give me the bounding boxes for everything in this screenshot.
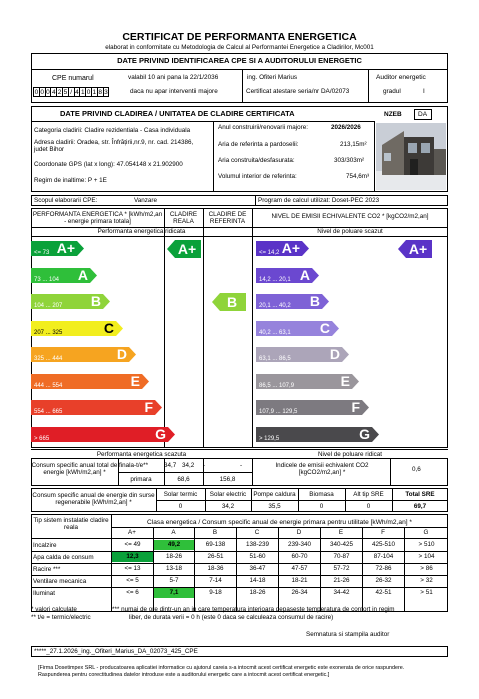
inst-cell: > 86 [420,565,433,572]
cpe-number-label: CPE numarul [52,75,94,82]
class-range: <= 73 [34,250,50,256]
class-range: 104 ... 207 [34,303,63,309]
marker-letter: A+ [177,241,197,257]
cpe-number-digits [33,87,108,97]
inst-cell: 26-51 [207,553,224,560]
inst-class-header: B [212,529,218,536]
grade-value: I [423,88,425,95]
low-pollution-label: Nivel de poluare scazut [317,228,383,235]
class-range: 63,1 ... 86,5 [259,356,291,362]
energy-class-G [31,427,176,442]
cpe-digit: 1 [92,89,97,96]
inst-cell: > 51 [420,589,433,596]
inst-divider [31,538,448,539]
class-range: <= 14,2 [259,250,280,256]
final-energy-real-2: 34,2 [182,462,195,469]
inst-class-header: E [338,529,344,536]
inst-row-name: Racire *** [33,566,61,573]
cpe-digit: 5 [63,89,68,96]
cpe-digit: / [68,87,75,97]
co2-header: NIVEL DE EMISII ECHIVALENTE CO2 * [kgCO2/m2,an] [271,213,429,220]
sre-value: 0 [366,503,371,510]
installation-type-header: Tip sistem instalatie cladire reala [33,517,109,532]
note-thermal-electric: ** t/e = termic/electric [31,614,91,621]
inst-cell: 18-21 [291,577,308,584]
class-letter: B [309,294,320,309]
inst-row-name: Incalzire [33,542,57,549]
cpe-digit: 4 [75,89,79,96]
primary-energy-label: primara [130,476,152,483]
final-energy-real: 34,7 [164,462,177,469]
sre-header: Solar electric [209,491,247,498]
cpe-digit: 2 [57,89,62,96]
inst-cell: <= 6 [126,589,139,596]
class-range: 554 ... 665 [34,409,63,415]
valid-until: valabil 10 ani pana la 22/1/2036 [128,74,219,81]
footer-disclaimer-2: Raspunderea pentru corectitudinea datelor introduse este a auditorului energetic care a intocmit acest certificat energetic.] [38,672,330,678]
inst-cell: 51-60 [249,553,266,560]
sre-value: 69,7 [413,503,427,510]
inst-cell: 72-86 [375,565,392,572]
sre-header: Alt tip SRE [353,491,384,498]
energy-perf-header: PERFORMANTA ENERGETICA * [kWh/m2,an - energie primara totala] [32,211,163,226]
cpe-digit: 0 [40,89,44,96]
cpe-digit: 8 [98,89,102,96]
class-letter: G [155,426,166,442]
marker-letter: A+ [408,241,428,257]
inst-class-header: C [254,529,260,536]
inst-class-header: A+ [128,529,136,536]
inst-cell: > 32 [420,577,433,584]
final-energy-dash-2: - [240,462,243,469]
inst-cell: 18-26 [249,589,266,596]
building-address: Adresa cladirii: Oradea, str. Înfrățirii,nr.9, nr. cad. 214386, [34,139,194,146]
inst-cell: 18-36 [207,565,224,572]
area-ref-value: 213,15m² [340,141,367,148]
grade-label: gradul [383,88,401,95]
inst-cell: 14-18 [249,577,266,584]
building-section-title: DATE PRIVIND CLADIREA / UNITATEA DE CLADIRE CERTIFICATA [60,109,295,118]
low-perf-label: Performanta energetica scazuta [96,451,187,458]
class-range: 73 ... 104 [34,276,60,283]
energy-class-A [31,268,98,283]
class-letter: E [340,373,350,389]
cpe-code: *****_27.1.2026_ing._Ofiteri_Marius_DA_02073_425_CPE [34,648,198,655]
inst-class-header: G [423,529,429,536]
total-consumption-label: Consum specific anual total de energie [kWh/m2,an] * [31,462,118,477]
co2-class-G [256,427,380,442]
inst-class-header: D [296,529,302,536]
inst-cell: 7-14 [209,577,222,584]
cpe-digit: 0 [46,89,50,96]
class-range: 14,2 ... 20,1 [259,276,291,283]
year-value: 2026/2026 [331,124,361,131]
area-built-label: Aria construita/desfasurata: [218,157,295,164]
inst-cell: 47-57 [291,565,308,572]
certificate-series: Certificat atestare seria/nr DA/02073 [246,88,350,95]
primary-energy-real: 68,6 [177,476,190,483]
sre-header: Total SRE [405,491,435,498]
inst-cell: 26-34 [291,589,308,596]
sre-value: 34,2 [221,503,235,510]
auditor-section-title: DATE PRIVIND IDENTIFICAREA CPE SI A AUDITORULUI ENERGETIC [117,56,362,65]
inst-cell: > 510 [418,541,435,548]
class-letter: F [351,400,360,415]
class-letter: G [359,426,370,442]
note-cooling-hours: *** numai de ore dintr-un an in care temperatura interioara depaseste temperatura de confort in regim [112,606,395,613]
marker-letter: B [226,294,238,310]
inst-cell: <= 5 [126,577,139,584]
class-range: > 129,5 [259,435,280,442]
scope-value: Vanzare [134,197,157,204]
energy-class-Aplus [31,241,85,256]
cpe-digit: 3 [104,89,108,96]
sre-value: 35,5 [268,503,281,510]
energy-class-F [31,400,163,415]
auditor-signature-label: Semnatura si stampila auditor [306,631,390,638]
ref-building-header: CLADIRE DE REFERINTA [208,211,247,226]
class-letter: C [103,320,114,336]
high-perf-label: Performanta energetica ridicata [97,228,186,235]
cpe-digit: 1 [80,89,85,96]
valid-condition: daca nu apar interventii majore [130,88,218,95]
inst-cell: 70-87 [333,553,350,560]
class-range: 40,2 ... 63,1 [259,329,291,336]
inst-cell: 9-18 [209,589,222,596]
final-energy-label: finala-t/e** [119,462,149,469]
primary-energy-ref: 156,8 [219,476,236,483]
class-range: 107,9 ... 129,5 [259,409,298,415]
inst-class-header: A [171,529,176,536]
class-range: 207 ... 325 [34,329,63,336]
cpe-digit: 0 [86,89,91,96]
co2-class-Aplus [256,241,310,256]
inst-row-name: Iluminat [33,590,56,597]
inst-cell: 42-51 [375,589,392,596]
class-range: > 665 [34,435,50,442]
cpe-digit: 4 [51,89,56,96]
inst-divider [111,527,448,528]
height-regime: Regim de inaltime: P + 1E [34,177,107,184]
certificate-title: CERTIFICAT DE PERFORMANTA ENERGETICA [122,31,357,43]
final-energy-dash-1: - [203,462,206,469]
note-summer-duration: liber, de durata verii = 0 h (este 0 daca se calculeaza consumul de racire) [129,614,334,621]
inst-cell: 239-340 [287,541,312,548]
sre-header: Pompe caldura [253,491,296,498]
real-building-header: CLADIRE REALA [169,211,198,226]
note-calculated: * valori calculate [31,606,77,613]
inst-cell: 60-70 [291,553,308,560]
inst-cell: 425-510 [371,541,396,548]
inst-class-header: F [381,529,385,536]
energy-class-B [31,294,111,309]
inst-cell: 340-425 [329,541,354,548]
class-letter: D [329,347,340,362]
building-photo [376,123,446,190]
co2-class-A [256,268,320,283]
co2-class-E [256,374,360,389]
inst-cell: 57-72 [333,565,350,572]
energy-class-D [31,347,137,362]
renewables-label: Consum specific anual de energie din surse regenerabile [kWh/m2,an] * [32,492,155,507]
high-pollution-label: Nivel de poluare ridicat [317,451,383,458]
inst-cell: 21-26 [333,577,350,584]
class-letter: F [144,400,153,415]
certificate-subtitle: elaborat in conformitate cu Metodologia de Calcul al Performantei Energetice a Cladirilor, Mc001 [105,44,374,51]
footer-disclaimer-1: [Firma Dosetimpex SRL - producatoarea aplicatiei informatice cu ajutorul careia s-a intocmit acest certificat energetic este exonerata de orice raspundere. [38,665,405,671]
installation-class-header: Clasa energetica / Consum specific anual de energie primara pentru utilitate [kWh/m2,an] * [147,519,412,526]
calc-program: Program de calcul utilizat: Doset-PEC 2023 [258,197,380,204]
sre-value: 0 [178,503,183,510]
inst-cell: 13-18 [165,565,183,572]
class-range: 444 ... 554 [34,382,63,389]
class-range: 20,1 ... 40,2 [259,303,291,309]
scope-label: Scopul elaborarii CPE: [34,197,98,204]
volume-value: 754,6m³ [346,173,370,180]
co2-index-label: Indicele de emisii echivalent CO2 [kgCO2/m2,an] * [275,462,369,477]
area-ref-label: Aria de referinta a pardoselii: [218,141,299,148]
gps-coordinates: Coordonate GPS (lat x long): 47.054148 x 21.902900 [34,161,183,168]
sre-value: 0 [319,503,324,510]
class-letter: A+ [281,241,300,256]
co2-index-value: 0,6 [412,466,421,473]
class-letter: C [319,320,330,336]
building-county: judet Bihor [34,146,65,153]
co2-class-D [256,347,350,362]
volume-label: Volumul interior de referinta: [218,173,297,180]
inst-cell: <= 13 [124,565,141,572]
inst-cell: <= 49 [124,541,141,548]
class-range: 86,5 ... 107,9 [259,382,295,389]
year-label: Anul construirii/renovarii majore: [218,124,308,131]
class-letter: A [299,267,310,283]
inst-cell: 69-138 [205,541,226,548]
building-category: Categoria cladirii: Cladire rezidentiala - Casa individuala [34,127,191,134]
inst-cell: 18-26 [165,553,183,560]
inst-cell: 138-239 [245,541,270,548]
auditor-label: Auditor energetic [376,74,426,81]
class-letter: B [90,294,101,309]
inst-cell: 34-42 [333,589,350,596]
nzeb-label: NZEB [384,111,402,118]
sre-header: Solar termic [163,491,198,498]
inst-cell: 87-104 [373,553,394,560]
area-built-value: 303/303m² [334,157,365,164]
inst-cell: 26-32 [375,577,392,584]
energy-class-E [31,374,150,389]
sre-header: Biomasa [309,491,334,498]
nzeb-value: DA [418,111,428,118]
inst-row-name: Apa calda de consum [33,554,94,561]
energy-class-C [31,321,124,336]
class-letter: A [77,267,88,283]
inst-cell: 12,3 [112,552,153,562]
class-letter: A+ [56,241,75,256]
class-letter: E [130,373,140,389]
class-letter: D [116,347,127,362]
co2-class-B [256,294,330,309]
inst-cell: 7,1 [154,588,194,598]
co2-class-C [256,321,340,336]
auditor-name: ing. Ofiteri Marius [247,74,298,81]
sre-divider [156,500,448,501]
inst-cell: > 104 [418,553,435,560]
cpe-digit: 0 [34,89,39,96]
class-range: 325 ... 444 [34,356,63,362]
inst-cell: 49,2 [154,540,194,550]
inst-cell: 5-7 [169,577,179,584]
inst-cell: 36-47 [249,565,266,572]
inst-row-name: Ventilare mecanica [33,578,87,585]
co2-class-F [256,400,370,415]
